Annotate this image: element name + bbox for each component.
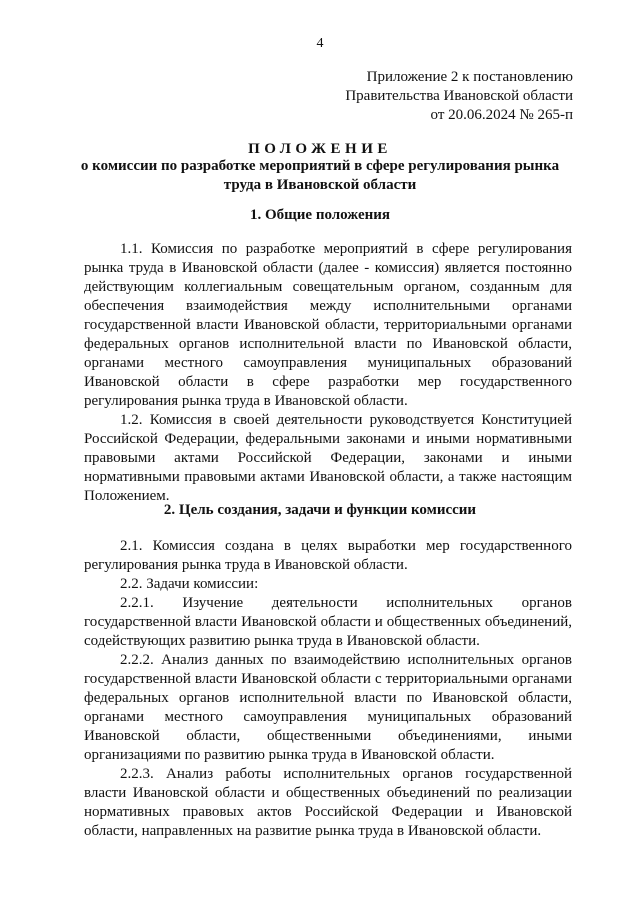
section-2-body (84, 537, 572, 841)
paragraph-2-1: 2.1. Комиссия создана в целях выработки мер государственного регулирования рынка труда в Ивановской области. (84, 538, 572, 573)
appendix-line-1: Приложение 2 к постановлению (366, 69, 573, 85)
document-title: ПОЛОЖЕНИЕ (248, 141, 392, 157)
paragraph-1-1: 1.1. Комиссия по разработке мероприятий в сфере регулирования рынка труда в Ивановской области (далее - комиссия) является постоянно действующим коллегиальным совещательным органом, созданным для обеспечения взаимодействия между исполнительными органами государственной власти Ивановской области, территориальными органами федеральных органов исполнительной власти по Ивановской области, органами местного самоуправления муниципальных образований Ивановской области в сфере разработки мер государственного регулирования рынка труда в Ивановской области. (84, 241, 572, 409)
document-subtitle: о комиссии по разработке мероприятий в сфере регулирования рынка труда в Ивановской области (80, 158, 560, 193)
paragraph-2-2: 2.2. Задачи комиссии: (120, 576, 259, 592)
paragraph-1-2: 1.2. Комиссия в своей деятельности руководствуется Конституцией Российской Федерации, федеральными законами и иными нормативными правовыми актами Российской Федерации, законами и иными нормативными правовыми актами Ивановской области, а также настоящим Положением. (84, 412, 572, 504)
paragraph-2-2-1: 2.2.1. Изучение деятельности исполнительных органов государственной власти Ивановской области и общественных объединений, содействующих развитию рынка труда в Ивановской области. (84, 595, 572, 649)
appendix-note (345, 68, 573, 125)
appendix-line-2: Правительства Ивановской области (345, 88, 573, 104)
page-number: 4 (316, 36, 324, 51)
section-1-body (84, 240, 572, 506)
paragraph-2-2-2: 2.2.2. Анализ данных по взаимодействию исполнительных органов государственной власти Ивановской области с территориальными органами федеральных органов исполнительной власти по Ивановской области, органами местного самоуправления муниципальных образований Ивановской области, общественными объединениями, иными организациями по развитию рынка труда в Ивановской области. (84, 652, 572, 763)
section-2-heading: 2. Цель создания, задачи и функции комиссии (163, 502, 477, 518)
appendix-line-3: от 20.06.2024 № 265-п (430, 107, 573, 123)
section-1-heading: 1. Общие положения (249, 207, 391, 223)
paragraph-2-2-3: 2.2.3. Анализ работы исполнительных органов государственной власти Ивановской области и общественных объединений по реализации нормативных правовых актов Российской Федерации и Ивановской области, направленных на развитие рынка труда в Ивановской области. (84, 766, 572, 839)
